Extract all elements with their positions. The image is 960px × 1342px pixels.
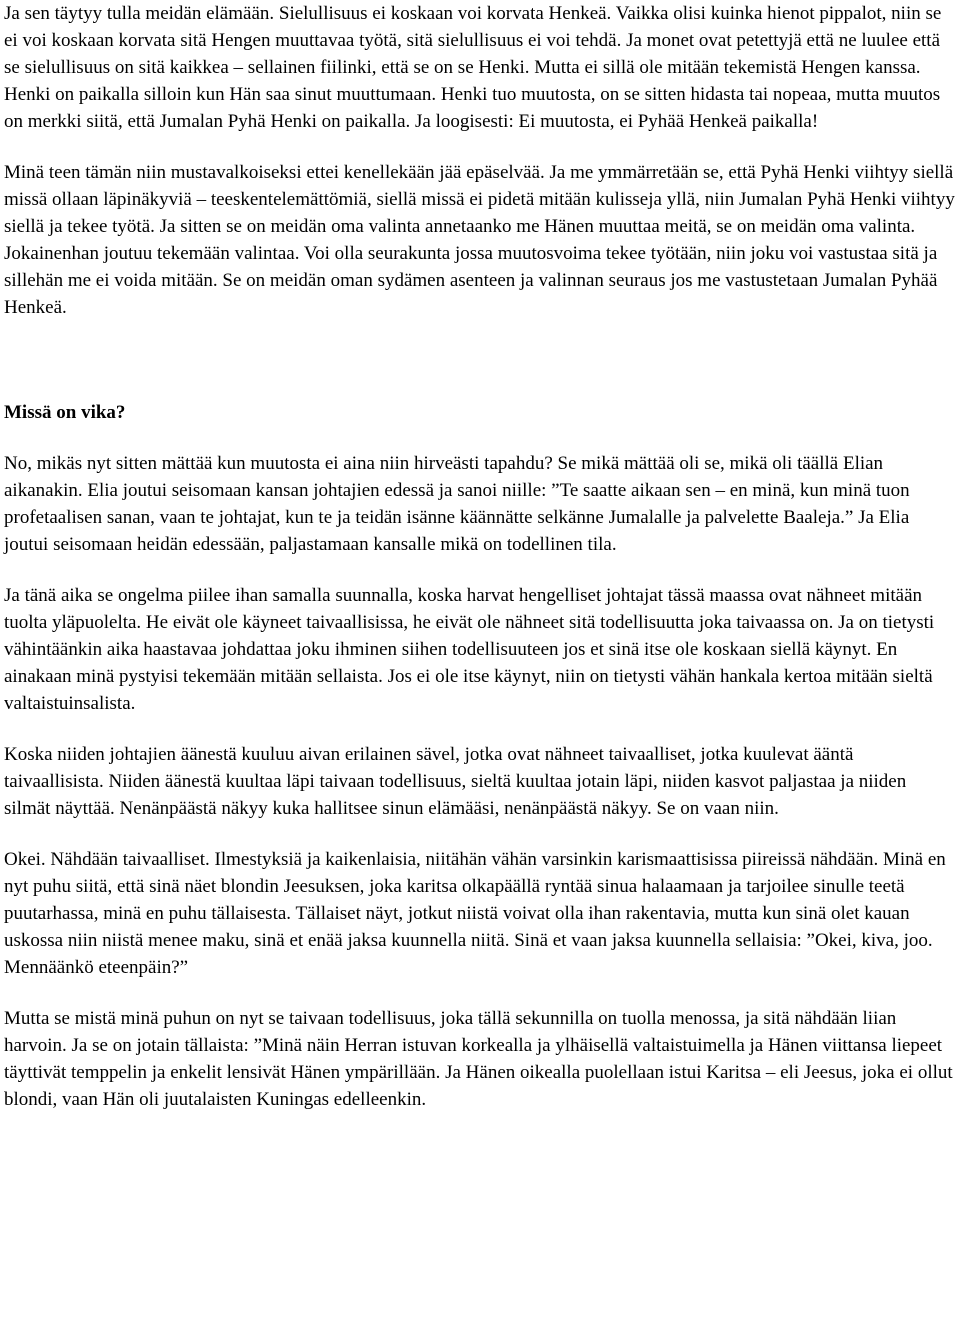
paragraph-visions: Okei. Nähdään taivaalliset. Ilmestyksiä ja kaikenlaisia, niitähän vähän varsinkin karismaattisissa piireissä nähdään. Minä en nyt puhu siitä, että sinä näet blondin Jeesuksen, joka karitsa olkapäällä ryntää sinua halaamaan ja tarjoilee sinulle teetä puutarhassa, minä en puhu tällaisesta. Tällaiset näyt, jotkut niistä voivat olla ihan rakentavia, mutta kun sinä olet kauan uskossa niin niistä menee maku, sinä et enää jaksa kuunnella niitä. Sinä et vaan jaksa kuunnella sellaisia: ”Okei, kiva, joo. Mennäänkö eteenpäin?” [4, 849, 946, 978]
paragraph-gap [4, 135, 956, 159]
paragraph-gap [4, 822, 956, 846]
paragraph-gap [4, 717, 956, 741]
paragraph-gap [4, 981, 956, 1005]
paragraph-spirit-change: Ja sen täytyy tulla meidän elämään. Sielullisuus ei koskaan voi korvata Henkeä. Vaikka olisi kuinka hienot pippalot, niin se ei voi koskaan korvata sitä Hengen muuttavaa työtä, sitä sielullisuus ei voi tehdä. Ja monet ovat petettyjä että ne luulee että se sielullisuus on sitä kaikkea – sellainen fiilinki, että se on se Henki. Mutta ei sillä ole mitään tekemistä Hengen kanssa. Henki on paikalla silloin kun Hän saa sinut muuttumaan. Henki tuo muutosta, on se sitten hidasta tai nopeaa, mutta muutos on merkki siitä, että Jumalan Pyhä Henki on paikalla. Ja loogisesti: Ei muutosta, ei Pyhää Henkeä paikalla! [4, 3, 942, 132]
paragraph-gap [4, 558, 956, 582]
paragraph-heaven-reality: Mutta se mistä minä puhun on nyt se taivaan todellisuus, joka tällä sekunnilla on tuolla menossa, ja sitä nähdään liian harvoin. Ja se on jotain tällaista: ”Minä näin Herran istuvan korkealla ja ylhäisellä valtaistuimella ja Hänen viittansa liepeet täyttivät temppelin ja enkelit lensivät Hänen ympärillään. Ja Hänen oikealla puolellaan istui Karitsa – eli Jeesus, joka ei ollut blondi, vaan Hän oli juutalaisten Kuningas edelleenkin. [4, 1008, 953, 1110]
paragraph-leaders-problem: Ja tänä aika se ongelma piilee ihan samalla suunnalla, koska harvat hengelliset johtajat tässä maassa ovat nähneet mitään tuolta yläpuolelta. He eivät ole käyneet taivaallisissa, he eivät ole nähneet sitä todellisuutta joka taivaassa on. Ja on tietysti vähintäänkin aika haastavaa johdattaa joku ihminen siihen todellisuuteen jos et sinä itse ole koskaan siellä käynyt. En ainakaan minä pystyisi tekemään mitään sellaista. Jos ei ole itse käynyt, niin on tietysti vähän hankala kertoa mitään sieltä valtaistuinsalista. [4, 585, 935, 714]
paragraph-transparency: Minä teen tämän niin mustavalkoiseksi ettei kenellekään jää epäselvää. Ja me ymmärretään se, että Pyhä Henki viihtyy siellä missä ollaan läpinäkyviä – teeskentelemättömiä, siellä missä ei pidetä mitään kulisseja yllä, niin Jumalan Pyhä Henki viihtyy siellä ja tekee työtä. Ja sitten se on meidän oma valinta annetaanko me Hänen muuttaa meitä, se on meidän oma valinta. Jokainenhan joutuu tekemään valintaa. Voi olla seurakunta jossa muutosvoima tekee työtään, niin joku voi vastustaa sitä ja sillehän me ei voida mitään. Se on meidän oman sydämen asenteen ja valinnan seuraus jos me vastustetaan Jumalan Pyhää Henkeä. [4, 162, 955, 318]
document-page [4, 0, 956, 1113]
paragraph-leaders-voice: Koska niiden johtajien äänestä kuuluu aivan erilainen sävel, jotka ovat nähneet taivaalliset, jotka kuulevat ääntä taivaallisista. Niiden äänestä kuultaa läpi taivaan todellisuus, sieltä kuultaa jotain läpi, niiden kasvot paljastaa ja niiden silmät näyttää. Nenänpäästä näkyy kuka hallitsee sinun elämääsi, nenänpäästä näkyy. Se on vaan niin. [4, 744, 907, 819]
section-heading: Missä on vika? [4, 402, 126, 423]
section-gap [4, 321, 956, 399]
paragraph-elijah: No, mikäs nyt sitten mättää kun muutosta ei aina niin hirveästi tapahdu? Se mikä mättää oli se, mikä oli täällä Elian aikanakin. Elia joutui seisomaan kansan johtajien edessä ja sanoi niille: ”Te saatte aikaan sen – en minä, kun minä tuon profetaalisen sanan, vaan te johtajat, kun te ja teidän isänne käännätte selkänne Jumalalle ja palvelette Baaleja.” Ja Elia joutui seisomaan heidän edessään, paljastamaan kansalle mikä on todellinen tila. [4, 453, 910, 555]
paragraph-gap [4, 426, 956, 450]
